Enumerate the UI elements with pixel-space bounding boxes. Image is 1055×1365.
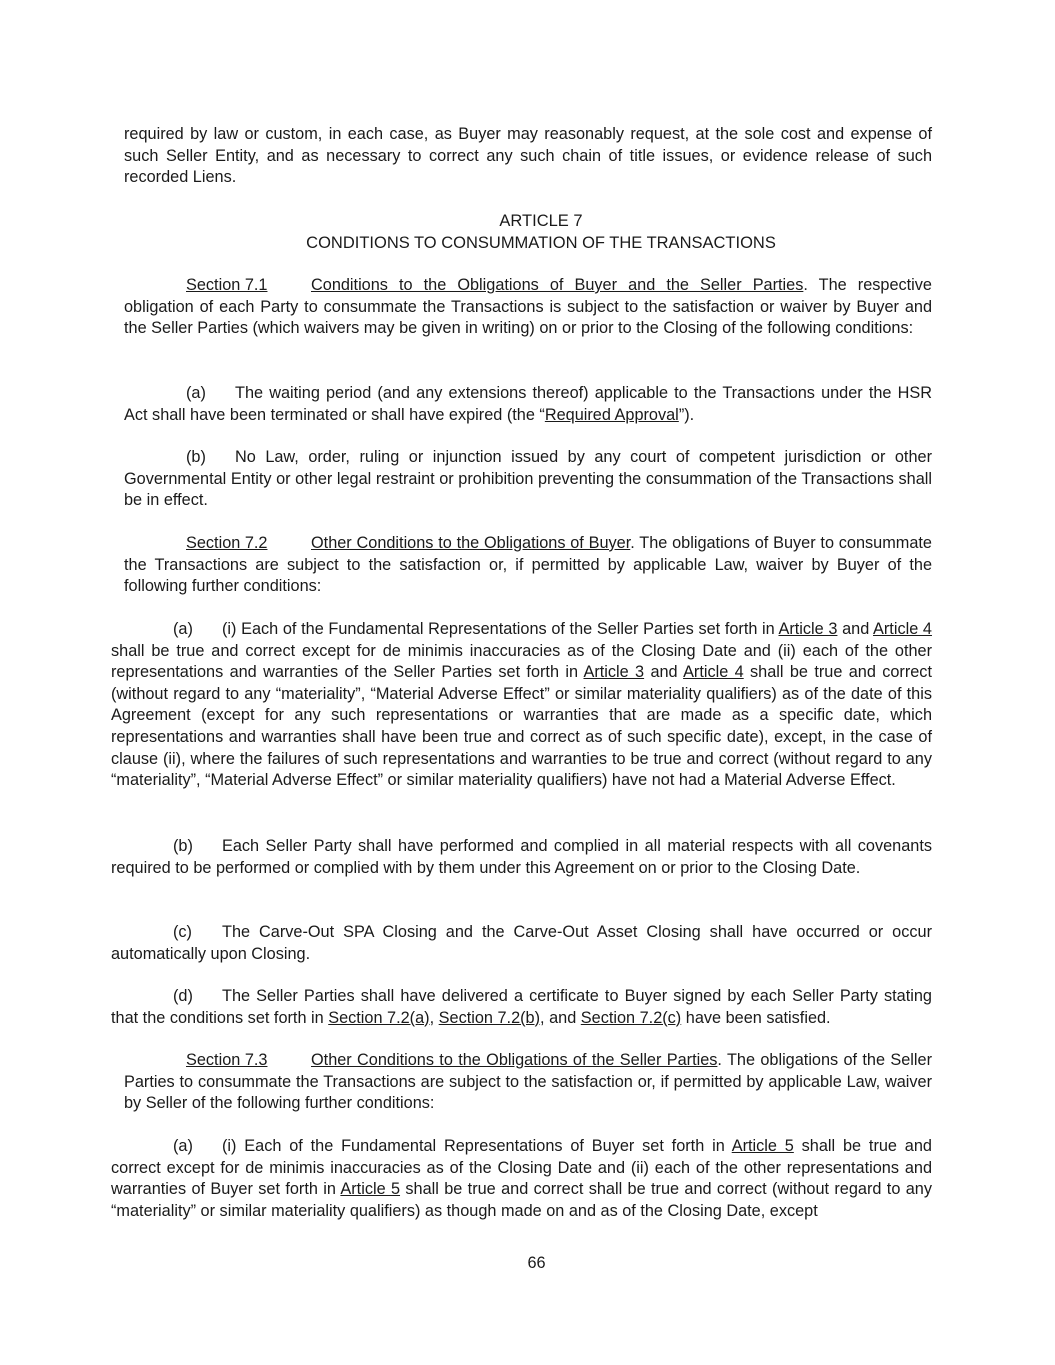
section-7-3-a-t3: shall be true and correct shall be true and correct (without regard to any “materiality” or similar materiality qualifiers) as though made on and as of the Closing Date, except xyxy=(111,1180,932,1220)
section-7-1-label: Section 7.1 xyxy=(186,276,268,294)
section-7-3 xyxy=(124,1050,932,1115)
article-number: ARTICLE 7 xyxy=(499,212,583,230)
section-7-2-heading: Other Conditions to the Obligations of Buyer xyxy=(311,534,631,552)
section-7-3-text: . The obligations of the Seller Parties to consummate the Transactions are subject to the satisfaction or, if permitted by applicable Law, waiver by Seller of the following further conditions: xyxy=(124,1051,932,1113)
section-7-2-a-t5: shall be true and correct (without regard to any “materiality”, “Material Adverse Effect” or similar materiality qualifiers) as of the date of this Agreement (except for any such representations or warranties that are made as a specific date, which representations and warranties shall have been true and correct as of such specific date), except, in the case of clause (ii), where the failures of such representations and warranties to be true and correct (without regard to any “materiality”, “Material Adverse Effect” or similar materiality qualifiers) have not had a Material Adverse Effect. xyxy=(111,663,932,790)
section-7-2-c-marker: (c) xyxy=(173,923,192,941)
section-7-3-a xyxy=(111,1136,932,1222)
section-7-2-b xyxy=(111,836,932,879)
section-7-2-b-marker: (b) xyxy=(173,837,193,855)
section-7-1-a-marker: (a) xyxy=(186,384,206,402)
section-7-1-b-marker: (b) xyxy=(186,448,206,466)
page-number: 66 xyxy=(527,1254,546,1272)
ref-article-5: Article 5 xyxy=(340,1180,401,1199)
section-7-1-a-text2: ”). xyxy=(678,405,695,424)
ref-article-4: Article 4 xyxy=(683,663,744,682)
section-7-2-d-marker: (d) xyxy=(173,987,193,1005)
section-7-2-a-t4: and xyxy=(644,663,684,682)
section-7-1-a-text1: The waiting period (and any extensions thereof) applicable to the Transactions under the HSR Act shall have been terminated or shall have expired (the “ xyxy=(124,384,932,424)
section-7-2-text: . The obligations of Buyer to consummate the Transactions are subject to the satisfaction or, if permitted by applicable Law, waiver by Buyer of the following further conditions: xyxy=(124,534,932,596)
section-7-2-d-t2: , xyxy=(429,1008,439,1027)
ref-article-3: Article 3 xyxy=(778,620,838,638)
ref-article-4: Article 4 xyxy=(873,620,932,638)
ref-article-5: Article 5 xyxy=(731,1137,794,1155)
section-7-1-b xyxy=(124,447,932,512)
defined-term-required-approval: Required Approval xyxy=(544,405,679,424)
section-7-2-a-t3: shall be true and correct except for de minimis inaccuracies as of the Closing Date and (ii) each of the other representations and warranties of the Seller Parties set forth in xyxy=(111,641,932,682)
ref-section-7-2-c: Section 7.2(c) xyxy=(580,1008,682,1027)
section-7-3-a-marker: (a) xyxy=(173,1137,193,1155)
section-7-2-label: Section 7.2 xyxy=(186,534,268,552)
section-7-3-heading: Other Conditions to the Obligations of the Seller Parties xyxy=(311,1051,718,1069)
section-7-2 xyxy=(124,533,932,598)
section-7-2-d xyxy=(111,986,932,1029)
ref-section-7-2-a: Section 7.2(a) xyxy=(328,1008,430,1027)
section-7-2-d-t4: have been satisfied. xyxy=(681,1008,831,1027)
section-7-2-a-t2: and xyxy=(837,620,874,638)
section-7-1-a xyxy=(124,383,932,426)
continuation-paragraph: required by law or custom, in each case, as Buyer may reasonably request, at the sole cost and expense of such Seller Entity, and as necessary to correct any such chain of title issues, or evidence release of such recorded Liens. xyxy=(124,125,932,187)
section-7-2-d-t1: The Seller Parties shall have delivered a certificate to Buyer signed by each Seller Party stating that the conditions set forth in xyxy=(111,987,932,1027)
section-7-2-c xyxy=(111,922,932,965)
section-7-1-text: . The respective obligation of each Party to consummate the Transactions is subject to the satisfaction or waiver by Buyer and the Seller Parties (which waivers may be given in writing) on or prior to the Closing of the following conditions: xyxy=(124,276,932,338)
section-7-2-a-marker: (a) xyxy=(173,620,193,638)
section-7-1-heading: Conditions to the Obligations of Buyer and the Seller Parties xyxy=(311,276,804,294)
section-7-3-label: Section 7.3 xyxy=(186,1051,268,1069)
ref-article-3: Article 3 xyxy=(583,663,645,682)
section-7-3-a-t2: shall be true and correct except for de minimis inaccuracies as of the Closing Date and (ii) each of the other representations and warranties of Buyer set forth in xyxy=(111,1137,932,1199)
section-7-2-a xyxy=(111,619,932,792)
section-7-2-c-text: The Carve-Out SPA Closing and the Carve-Out Asset Closing shall have occurred or occur automatically upon Closing. xyxy=(111,923,932,963)
section-7-3-a-t1: (i) Each of the Fundamental Representations of Buyer set forth in xyxy=(222,1137,732,1155)
section-7-1 xyxy=(124,275,932,340)
section-7-2-d-t3: , and xyxy=(540,1008,581,1027)
ref-section-7-2-b: Section 7.2(b) xyxy=(438,1008,541,1027)
article-title: CONDITIONS TO CONSUMMATION OF THE TRANSACTIONS xyxy=(306,234,776,252)
section-7-2-a-t1: (i) Each of the Fundamental Representations of the Seller Parties set forth in xyxy=(222,620,779,638)
section-7-2-b-text: Each Seller Party shall have performed and complied in all material respects with all covenants required to be performed or complied with by them under this Agreement on or prior to the Closing Date. xyxy=(111,837,932,877)
section-7-1-b-text: No Law, order, ruling or injunction issued by any court of competent jurisdiction or other Governmental Entity or other legal restraint or prohibition preventing the consummation of the Transactions shall be in effect. xyxy=(124,448,932,510)
